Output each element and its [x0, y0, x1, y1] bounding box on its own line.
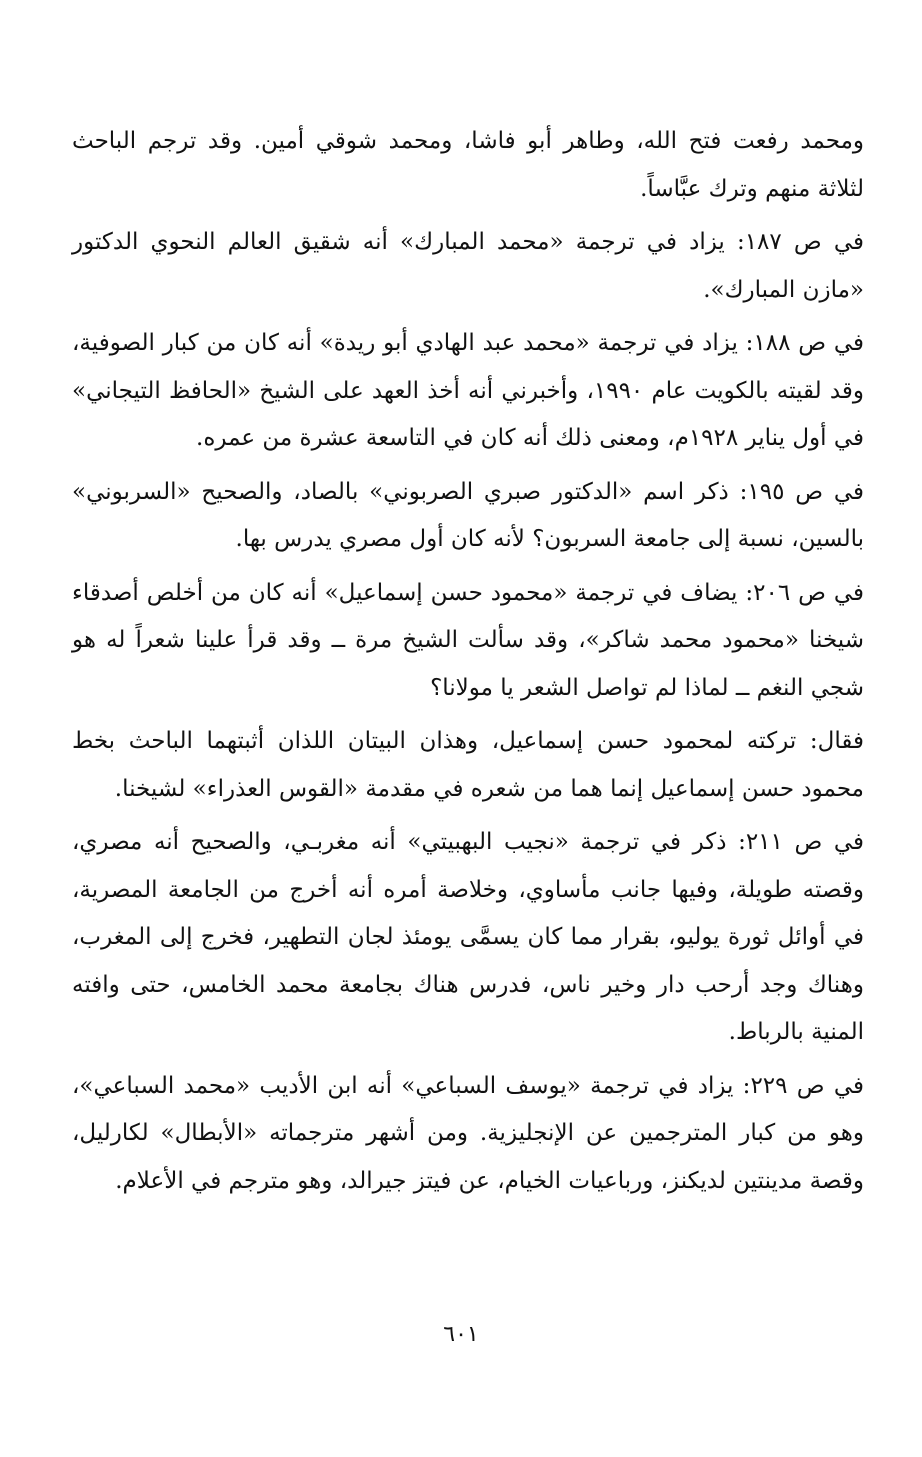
page-body-text [72, 118, 864, 1211]
paragraph-8: في ص ٢٢٩: يزاد في ترجمة «يوسف السباعي» أنه ابن الأديب «محمد السباعي»، وهو من كبار المترجمين عن الإنجليزية. ومن أشهر مترجماته «الأبطال» لكارليل، وقصة مدينتين لديكنز، ورباعيات الخيام، عن فيتز جيرالد، وهو مترجم في الأعلام. [72, 1072, 864, 1194]
paragraph-7: في ص ٢١١: ذكر في ترجمة «نجيب البهبيتي» أنه مغربـي، والصحيح أنه مصري، وقصته طويلة، وفيها جانب مأساوي، وخلاصة أمره أنه أخرج من الجامعة المصرية، في أوائل ثورة يوليو، بقرار مما كان يسمَّى يومئذ لجان التطهير، فخرج إلى المغرب، وهناك وجد أرحب دار وخير ناس، فدرس هناك بجامعة محمد الخامس، حتى وافته المنية بالرباط. [72, 829, 864, 1045]
page-number: ٦٠١ [443, 1322, 479, 1347]
paragraph-2: في ص ١٨٧: يزاد في ترجمة «محمد المبارك» أنه شقيق العالم النحوي الدكتور «مازن المبارك». [72, 229, 865, 303]
paragraph-5: في ص ٢٠٦: يضاف في ترجمة «محمود حسن إسماعيل» أنه كان من أخلص أصدقاء شيخنا «محمود محمد شاكر»، وقد سألت الشيخ مرة ــ وقد قرأ علينا شعراً له هو شجي النغم ــ لماذا لم تواصل الشعر يا مولانا؟ [72, 579, 865, 701]
paragraph-6: فقال: تركته لمحمود حسن إسماعيل، وهذان البيتان اللذان أثبتهما الباحث بخط محمود حسن إسماعيل إنما هما من شعره في مقدمة «القوس العذراء» لشيخنا. [72, 728, 864, 802]
paragraph-3: في ص ١٨٨: يزاد في ترجمة «محمد عبد الهادي أبو ريدة» أنه كان من كبار الصوفية، وقد لقيته بالكويت عام ١٩٩٠، وأخبرني أنه أخذ العهد على الشيخ «الحافظ التيجاني» في أول يناير ١٩٢٨م، ومعنى ذلك أنه كان في التاسعة عشرة من عمره. [72, 330, 864, 451]
paragraph-1: ومحمد رفعت فتح الله، وطاهر أبو فاشا، ومحمد شوقي أمين. وقد ترجم الباحث لثلاثة منهم وترك عبَّاساً. [72, 128, 864, 202]
paragraph-4: في ص ١٩٥: ذكر اسم «الدكتور صبري الصربوني» بالصاد، والصحيح «السربوني» بالسين، نسبة إلى جامعة السربون؟ لأنه كان أول مصري يدرس بها. [72, 478, 865, 552]
